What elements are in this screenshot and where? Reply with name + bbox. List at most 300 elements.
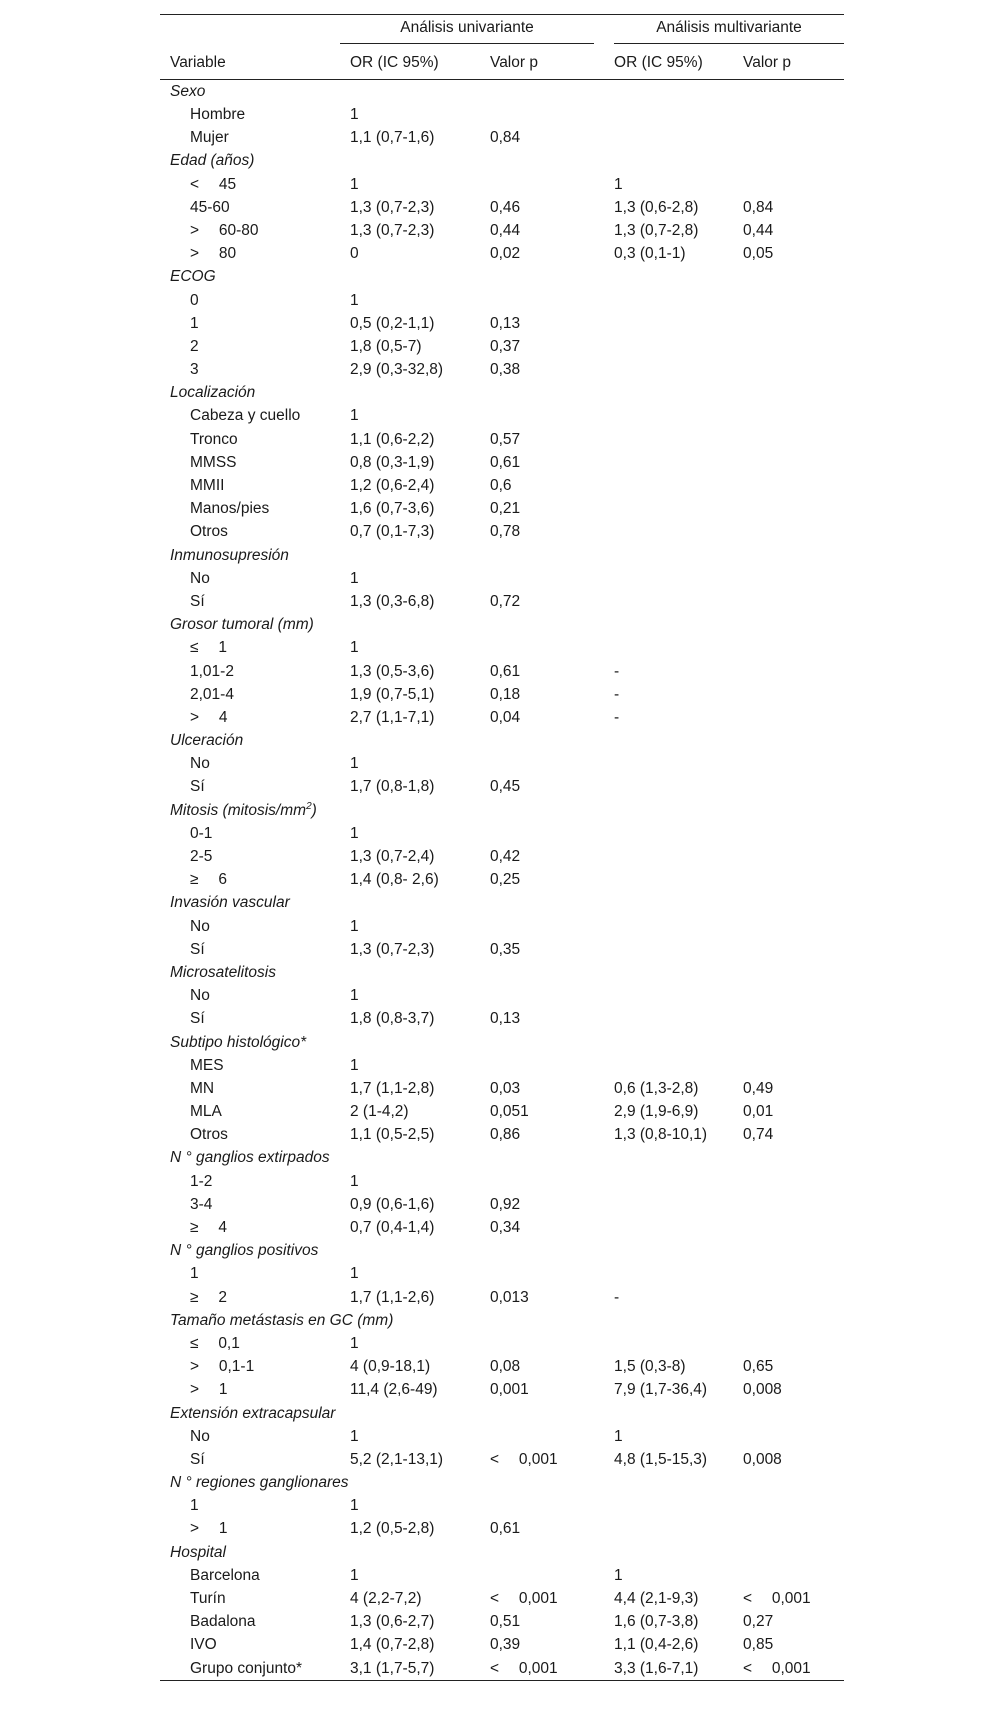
- or-univariate-cell: 0,9 (0,6-1,6): [350, 1195, 435, 1213]
- level-label: Sí: [190, 940, 205, 958]
- level-label: Barcelona: [190, 1566, 260, 1584]
- p-multivariate-cell: [733, 1008, 844, 1031]
- category-row: [160, 1309, 844, 1332]
- or-multivariate-cell: [594, 938, 733, 961]
- or-univariate-cell: 1: [350, 917, 359, 935]
- or-multivariate-cell: 1,1 (0,4-2,6): [614, 1636, 699, 1654]
- or-univariate-cell: 1: [350, 639, 359, 657]
- or-multivariate-cell: 1: [614, 175, 623, 193]
- category-label-text: N ° ganglios extirpados: [170, 1149, 330, 1167]
- p-univariate-cell: 0,013: [490, 1288, 529, 1306]
- table-row: [160, 335, 844, 358]
- or-multivariate-cell: [594, 1332, 733, 1355]
- p-univariate-cell: 0,13: [490, 314, 521, 332]
- p-univariate-cell: 0,6: [490, 477, 512, 495]
- or-multivariate-cell: 1,5 (0,3-8): [614, 1358, 686, 1376]
- level-label: MES: [190, 1056, 224, 1074]
- category-label-text: Inmunosupresión: [170, 546, 289, 564]
- category-label: [160, 1309, 844, 1332]
- level-label: Sí: [190, 1450, 205, 1468]
- p-multivariate-cell: 0,85: [743, 1636, 774, 1654]
- level-label: IVO: [190, 1636, 217, 1654]
- p-multivariate-cell: [733, 335, 844, 358]
- p-univariate-cell: [480, 1564, 594, 1587]
- or-univariate-cell: 1,4 (0,7-2,8): [350, 1636, 435, 1654]
- category-row: [160, 544, 844, 567]
- level-label: 3-4: [190, 1195, 213, 1213]
- category-row: [160, 1471, 844, 1494]
- level-label: Tronco: [190, 430, 238, 448]
- or-univariate-cell: 5,2 (2,1-13,1): [350, 1450, 444, 1468]
- p-multivariate-cell: < 0,001: [743, 1590, 811, 1608]
- or-multivariate-cell: 0,3 (0,1-1): [614, 245, 686, 263]
- p-multivariate-cell: [733, 103, 844, 126]
- p-univariate-cell: [480, 1054, 594, 1077]
- p-univariate-cell: [480, 637, 594, 660]
- level-label: 2,01-4: [190, 685, 234, 703]
- or-multivariate-cell: [594, 1054, 733, 1077]
- or-multivariate-cell: [594, 1193, 733, 1216]
- p-univariate-cell: 0,04: [490, 708, 521, 726]
- level-label: Sí: [190, 778, 205, 796]
- category-label-text: Invasión vascular: [170, 894, 290, 912]
- or-multivariate-cell: [594, 915, 733, 938]
- level-label: 1: [190, 314, 199, 332]
- or-multivariate-cell: [594, 428, 733, 451]
- or-univariate-cell: 1,3 (0,7-2,3): [350, 940, 435, 958]
- p-multivariate-cell: [733, 776, 844, 799]
- or-multivariate-cell: [594, 1518, 733, 1541]
- p-multivariate-cell: 0,49: [743, 1079, 774, 1097]
- p-multivariate-cell: [733, 1054, 844, 1077]
- p-univariate-cell: 0,02: [490, 245, 521, 263]
- p-multivariate-cell: [733, 752, 844, 775]
- level-label: ≤ 0,1: [190, 1334, 240, 1352]
- table-row: [160, 1634, 844, 1657]
- level-label: > 0,1-1: [190, 1358, 255, 1376]
- category-label: [160, 1402, 844, 1425]
- category-label: [160, 266, 844, 289]
- category-label-superscript: 2: [306, 800, 312, 812]
- table-row: [160, 1518, 844, 1541]
- or-univariate-cell: 1,7 (1,1-2,6): [350, 1288, 435, 1306]
- level-label: MMSS: [190, 453, 237, 471]
- table-row: [160, 1657, 844, 1681]
- level-label: > 1: [190, 1381, 228, 1399]
- or-univariate-cell: 1: [350, 106, 359, 124]
- or-univariate-cell: 1,1 (0,5-2,5): [350, 1126, 435, 1144]
- header-column-row: [160, 47, 844, 80]
- p-multivariate-cell: [733, 868, 844, 891]
- table-row: [160, 1170, 844, 1193]
- or-multivariate-cell: 1,3 (0,7-2,8): [614, 221, 699, 239]
- p-multivariate-cell: [733, 312, 844, 335]
- p-multivariate-cell: [733, 1564, 844, 1587]
- or-univariate-cell: 1: [350, 1265, 359, 1283]
- p-multivariate-cell: [733, 1332, 844, 1355]
- header-group-row: [160, 15, 844, 48]
- table-row: [160, 660, 844, 683]
- category-row: [160, 381, 844, 404]
- or-univariate-cell: 1,2 (0,6-2,4): [350, 477, 435, 495]
- or-multivariate-cell: [594, 822, 733, 845]
- header-or-univariate: OR (IC 95%): [340, 47, 480, 80]
- header-or-multivariate: OR (IC 95%): [594, 47, 733, 80]
- category-label-text: Sexo: [170, 82, 206, 100]
- category-row: [160, 1541, 844, 1564]
- p-multivariate-cell: [733, 683, 844, 706]
- table-row: [160, 103, 844, 126]
- table-row: [160, 1008, 844, 1031]
- p-multivariate-cell: [733, 567, 844, 590]
- p-multivariate-cell: [733, 590, 844, 613]
- table-row: [160, 196, 844, 219]
- or-multivariate-cell: [594, 497, 733, 520]
- p-univariate-cell: 0,21: [490, 500, 521, 518]
- table-row: [160, 173, 844, 196]
- or-univariate-cell: 1: [350, 407, 359, 425]
- or-univariate-cell: 1,8 (0,8-3,7): [350, 1010, 435, 1028]
- category-label-text: Extensión extracapsular: [170, 1404, 336, 1422]
- table-row: [160, 984, 844, 1007]
- or-univariate-cell: 1: [350, 987, 359, 1005]
- p-multivariate-cell: [733, 358, 844, 381]
- level-label: > 60-80: [190, 221, 259, 239]
- level-label: < 45: [190, 175, 237, 193]
- category-label: [160, 892, 844, 915]
- p-multivariate-cell: 0,27: [743, 1613, 774, 1631]
- p-multivariate-cell: [733, 474, 844, 497]
- category-row: [160, 1239, 844, 1262]
- table-row: [160, 405, 844, 428]
- or-univariate-cell: 1: [350, 1497, 359, 1515]
- table-row: [160, 1286, 844, 1309]
- or-univariate-cell: 0,7 (0,4-1,4): [350, 1219, 435, 1237]
- p-multivariate-cell: 0,74: [743, 1126, 774, 1144]
- or-multivariate-cell: [594, 312, 733, 335]
- or-multivariate-cell: [594, 868, 733, 891]
- p-univariate-cell: 0,57: [490, 430, 521, 448]
- level-label: Turín: [190, 1590, 226, 1608]
- category-label-text: Hospital: [170, 1543, 226, 1561]
- p-multivariate-cell: [733, 1425, 844, 1448]
- level-label: No: [190, 1427, 210, 1445]
- table-row: [160, 1263, 844, 1286]
- table-row: [160, 822, 844, 845]
- or-multivariate-cell: [594, 590, 733, 613]
- table-row: [160, 1193, 844, 1216]
- category-label-text: ECOG: [170, 268, 216, 286]
- or-univariate-cell: 2,9 (0,3-32,8): [350, 361, 444, 379]
- table-row: [160, 1610, 844, 1633]
- table-row: [160, 428, 844, 451]
- or-univariate-cell: 1: [350, 1566, 359, 1584]
- category-row: [160, 266, 844, 289]
- header-univariate-label: Análisis univariante: [340, 19, 594, 44]
- or-univariate-cell: 4 (2,2-7,2): [350, 1590, 422, 1608]
- or-multivariate-cell: [594, 1008, 733, 1031]
- category-label-text: Edad (años): [170, 152, 255, 170]
- or-univariate-cell: 2,7 (1,1-7,1): [350, 708, 435, 726]
- category-row: [160, 1147, 844, 1170]
- p-multivariate-cell: [733, 173, 844, 196]
- category-label: [160, 1147, 844, 1170]
- level-label: No: [190, 569, 210, 587]
- p-multivariate-cell: 0,84: [743, 198, 774, 216]
- p-multivariate-cell: [733, 1216, 844, 1239]
- or-multivariate-cell: 7,9 (1,7-36,4): [614, 1381, 708, 1399]
- or-multivariate-cell: 4,4 (2,1-9,3): [614, 1590, 699, 1608]
- table-row: [160, 1100, 844, 1123]
- category-label-text: Tamaño metástasis en GC (mm): [170, 1311, 394, 1329]
- or-univariate-cell: 1: [350, 1056, 359, 1074]
- p-multivariate-cell: [733, 1263, 844, 1286]
- p-univariate-cell: [480, 1494, 594, 1517]
- p-univariate-cell: 0,84: [490, 129, 521, 147]
- p-univariate-cell: 0,25: [490, 871, 521, 889]
- or-multivariate-cell: [594, 103, 733, 126]
- regression-table: [160, 14, 844, 1681]
- p-univariate-cell: [480, 915, 594, 938]
- table-row: [160, 474, 844, 497]
- or-multivariate-cell: [594, 845, 733, 868]
- p-multivariate-cell: [733, 845, 844, 868]
- or-univariate-cell: 0: [350, 245, 359, 263]
- or-univariate-cell: 1,3 (0,7-2,4): [350, 848, 435, 866]
- p-univariate-cell: [480, 289, 594, 312]
- p-univariate-cell: 0,051: [490, 1103, 529, 1121]
- or-multivariate-cell: [594, 126, 733, 149]
- or-multivariate-cell: [594, 1263, 733, 1286]
- level-label: No: [190, 917, 210, 935]
- level-label: > 4: [190, 708, 228, 726]
- p-univariate-cell: [480, 822, 594, 845]
- category-label: [160, 729, 844, 752]
- level-label: 2-5: [190, 848, 213, 866]
- or-univariate-cell: 1,7 (1,1-2,8): [350, 1079, 435, 1097]
- table-row: [160, 1123, 844, 1146]
- or-multivariate-cell: 0,6 (1,3-2,8): [614, 1079, 699, 1097]
- level-label: ≥ 4: [190, 1219, 227, 1237]
- p-multivariate-cell: [733, 1518, 844, 1541]
- or-univariate-cell: 11,4 (2,6-49): [350, 1381, 438, 1399]
- or-multivariate-cell: [594, 567, 733, 590]
- p-multivariate-cell: [733, 289, 844, 312]
- table-row: [160, 451, 844, 474]
- table-row: [160, 1379, 844, 1402]
- table-row: [160, 1564, 844, 1587]
- level-label: 1: [190, 1497, 199, 1515]
- level-label: 45-60: [190, 198, 230, 216]
- or-multivariate-cell: 3,3 (1,6-7,1): [594, 1657, 733, 1681]
- p-univariate-cell: < 0,001: [490, 1450, 558, 1468]
- p-multivariate-cell: [733, 428, 844, 451]
- p-univariate-cell: [480, 752, 594, 775]
- p-multivariate-cell: < 0,001: [733, 1657, 844, 1681]
- category-row: [160, 729, 844, 752]
- p-univariate-cell: 0,51: [490, 1613, 521, 1631]
- or-multivariate-cell: [594, 521, 733, 544]
- p-univariate-cell: 0,45: [490, 778, 521, 796]
- category-label: [160, 799, 844, 822]
- or-multivariate-cell: [594, 637, 733, 660]
- or-multivariate-cell: [594, 358, 733, 381]
- or-univariate-cell: 1,1 (0,7-1,6): [350, 129, 435, 147]
- p-univariate-cell: 0,001: [490, 1381, 529, 1399]
- p-multivariate-cell: [733, 938, 844, 961]
- p-multivariate-cell: 0,65: [743, 1358, 774, 1376]
- p-univariate-cell: [480, 1332, 594, 1355]
- p-multivariate-cell: 0,008: [743, 1381, 782, 1399]
- table-row: [160, 1425, 844, 1448]
- table-row: [160, 845, 844, 868]
- category-label: [160, 1541, 844, 1564]
- category-row: [160, 613, 844, 636]
- or-multivariate-cell: -: [614, 662, 620, 680]
- p-univariate-cell: 0,42: [490, 848, 521, 866]
- category-label: [160, 381, 844, 404]
- category-label-text: Ulceración: [170, 732, 244, 750]
- table-row: [160, 567, 844, 590]
- p-univariate-cell: [480, 1263, 594, 1286]
- level-label: Otros: [190, 523, 228, 541]
- regression-table-container: [160, 14, 844, 1681]
- p-univariate-cell: 0,61: [490, 453, 521, 471]
- table-header: [160, 15, 844, 80]
- or-multivariate-cell: [594, 335, 733, 358]
- or-univariate-cell: 1,9 (0,7-5,1): [350, 685, 435, 703]
- p-multivariate-cell: [733, 915, 844, 938]
- p-univariate-cell: 0,18: [490, 685, 521, 703]
- p-multivariate-cell: [733, 1494, 844, 1517]
- or-multivariate-cell: [594, 1216, 733, 1239]
- table-body: [160, 80, 844, 1681]
- level-label: 1-2: [190, 1172, 213, 1190]
- or-multivariate-cell: [594, 776, 733, 799]
- p-multivariate-cell: [733, 637, 844, 660]
- table-row: [160, 1077, 844, 1100]
- or-univariate-cell: 1: [350, 291, 359, 309]
- header-multivariate-group: [594, 15, 844, 48]
- or-univariate-cell: 1,3 (0,6-2,7): [350, 1613, 435, 1631]
- or-univariate-cell: 1,4 (0,8- 2,6): [350, 871, 439, 889]
- or-multivariate-cell: -: [614, 708, 620, 726]
- p-univariate-cell: 0,86: [490, 1126, 521, 1144]
- or-multivariate-cell: 1,3 (0,6-2,8): [614, 198, 699, 216]
- level-label: Manos/pies: [190, 500, 270, 518]
- table-row: [160, 289, 844, 312]
- level-label: 3: [190, 361, 199, 379]
- level-label: > 1: [190, 1520, 228, 1538]
- p-univariate-cell: [480, 1425, 594, 1448]
- or-multivariate-cell: -: [614, 685, 620, 703]
- or-multivariate-cell: [594, 984, 733, 1007]
- or-multivariate-cell: [594, 1494, 733, 1517]
- header-multivariate-label: Análisis multivariante: [614, 19, 844, 44]
- or-multivariate-cell: [594, 405, 733, 428]
- category-row: [160, 799, 844, 822]
- header-empty-cell: [160, 15, 340, 48]
- level-label: ≥ 6: [190, 871, 227, 889]
- p-univariate-cell: [480, 1170, 594, 1193]
- category-label-suffix: ): [311, 801, 317, 819]
- category-row: [160, 80, 844, 104]
- or-univariate-cell: 0,5 (0,2-1,1): [350, 314, 435, 332]
- p-univariate-cell: 0,13: [490, 1010, 521, 1028]
- p-univariate-cell: [480, 567, 594, 590]
- or-univariate-cell: 1: [350, 824, 359, 842]
- level-label: No: [190, 987, 210, 1005]
- category-label: [160, 1239, 844, 1262]
- or-multivariate-cell: 1,6 (0,7-3,8): [614, 1613, 699, 1631]
- or-multivariate-cell: [594, 451, 733, 474]
- category-label-text: N ° ganglios positivos: [170, 1242, 319, 1260]
- table-row: [160, 637, 844, 660]
- or-univariate-cell: 1,8 (0,5-7): [350, 337, 422, 355]
- category-row: [160, 961, 844, 984]
- p-multivariate-cell: [733, 497, 844, 520]
- or-univariate-cell: 0,7 (0,1-7,3): [350, 523, 435, 541]
- table-row: [160, 242, 844, 265]
- or-univariate-cell: 3,1 (1,7-5,7): [340, 1657, 480, 1681]
- category-row: [160, 150, 844, 173]
- or-univariate-cell: 1: [350, 755, 359, 773]
- or-univariate-cell: 1: [350, 175, 359, 193]
- p-univariate-cell: 0,61: [490, 662, 521, 680]
- table-row: [160, 219, 844, 242]
- p-univariate-cell: < 0,001: [480, 1657, 594, 1681]
- or-univariate-cell: 1,7 (0,8-1,8): [350, 778, 435, 796]
- p-univariate-cell: 0,92: [490, 1195, 521, 1213]
- level-label: Sí: [190, 1010, 205, 1028]
- table-row: [160, 497, 844, 520]
- p-multivariate-cell: [733, 405, 844, 428]
- or-multivariate-cell: 1: [614, 1566, 623, 1584]
- level-label: > 80: [190, 245, 237, 263]
- or-multivariate-cell: 1,3 (0,8-10,1): [614, 1126, 708, 1144]
- table-row: [160, 1054, 844, 1077]
- or-multivariate-cell: [594, 752, 733, 775]
- table-row: [160, 126, 844, 149]
- level-label: 1,01-2: [190, 662, 234, 680]
- or-univariate-cell: 1,1 (0,6-2,2): [350, 430, 435, 448]
- or-univariate-cell: 1: [350, 1427, 359, 1445]
- p-multivariate-cell: 0,01: [743, 1103, 774, 1121]
- or-univariate-cell: 2 (1-4,2): [350, 1103, 409, 1121]
- header-univariate-group: [340, 15, 594, 48]
- table-row: [160, 1448, 844, 1471]
- table-row: [160, 358, 844, 381]
- p-univariate-cell: 0,08: [490, 1358, 521, 1376]
- category-label: [160, 1471, 844, 1494]
- p-univariate-cell: 0,78: [490, 523, 521, 541]
- p-multivariate-cell: [733, 126, 844, 149]
- category-label-text: Subtipo histológico*: [170, 1033, 307, 1051]
- or-univariate-cell: 4 (0,9-18,1): [350, 1358, 431, 1376]
- table-row: [160, 868, 844, 891]
- p-multivariate-cell: [733, 822, 844, 845]
- category-row: [160, 1031, 844, 1054]
- p-multivariate-cell: 0,44: [743, 221, 774, 239]
- category-label-text: N ° regiones ganglionares: [170, 1474, 349, 1492]
- p-univariate-cell: [480, 984, 594, 1007]
- or-multivariate-cell: 2,9 (1,9-6,9): [614, 1103, 699, 1121]
- or-univariate-cell: 1,3 (0,3-6,8): [350, 592, 435, 610]
- p-univariate-cell: 0,72: [490, 592, 521, 610]
- table-row: [160, 938, 844, 961]
- level-label: Sí: [190, 592, 205, 610]
- level-label: MMII: [190, 477, 225, 495]
